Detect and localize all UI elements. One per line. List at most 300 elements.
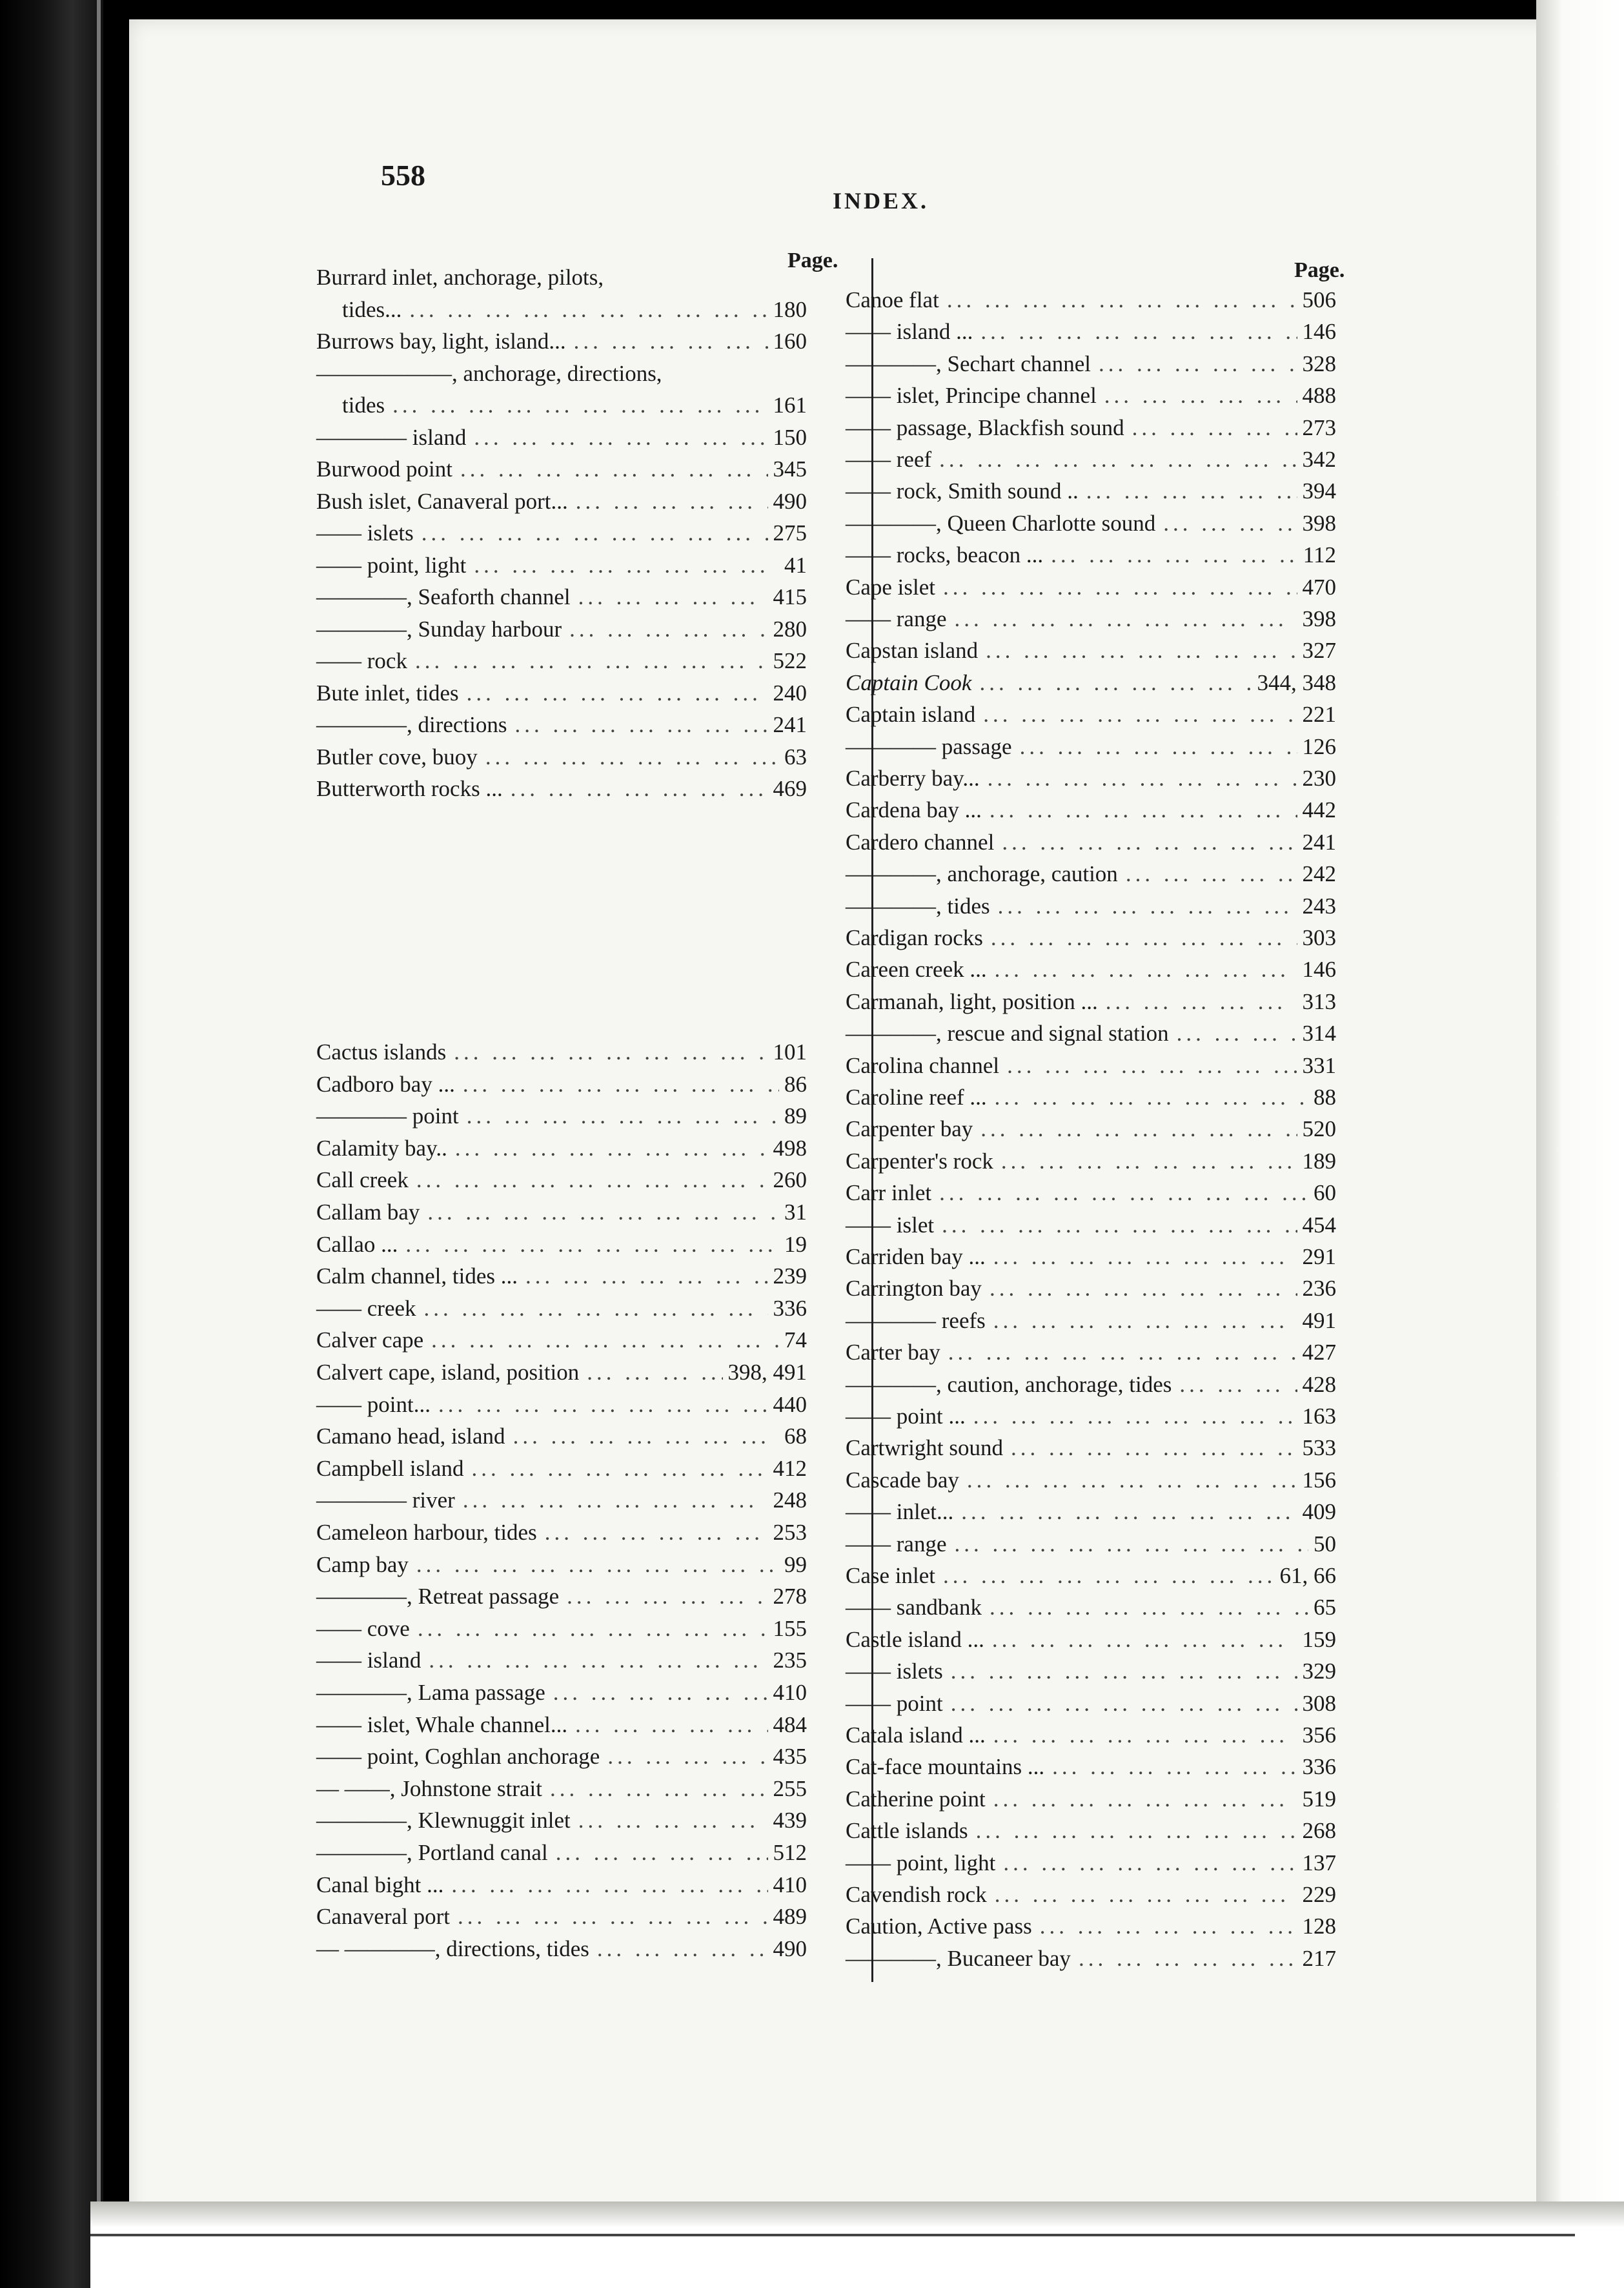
leader-dots [542, 1773, 768, 1805]
leader-dots [455, 1484, 768, 1517]
leader-dots [409, 1549, 779, 1581]
index-entry-page: 398 [1302, 510, 1336, 536]
index-entry-label: — ——, Johnstone strait [316, 1775, 542, 1801]
index-entry [846, 1783, 1336, 1815]
index-entry-label: Burwood point [316, 456, 452, 482]
index-entry-page: 229 [1302, 1882, 1336, 1907]
index-entry [846, 507, 1336, 540]
leader-dots [600, 1741, 767, 1773]
leader-dots [466, 422, 767, 454]
index-entry-page: 60 [1314, 1180, 1336, 1206]
leader-dots [409, 1164, 768, 1196]
index-entry-page: 489 [773, 1904, 807, 1930]
index-entry-page: 235 [773, 1648, 807, 1673]
index-entry [846, 858, 1336, 890]
index-entry [846, 1272, 1336, 1305]
index-entry [846, 1719, 1336, 1752]
index-entry-label: —— island ... [846, 319, 973, 345]
index-entry [316, 453, 807, 485]
index-entry [846, 1305, 1336, 1337]
index-entry [846, 986, 1336, 1018]
index-entry-page: 253 [773, 1520, 807, 1545]
index-entry [316, 1260, 807, 1292]
leader-dots [946, 1528, 1308, 1560]
index-entry-label: —— sandbank [846, 1595, 982, 1620]
leader-dots [953, 1496, 1297, 1528]
index-entry [846, 1624, 1336, 1656]
index-entry-page: 490 [773, 1936, 807, 1961]
index-entry [846, 699, 1336, 731]
index-entry [846, 1050, 1336, 1082]
index-entry-page: 342 [1302, 447, 1336, 472]
index-entry-page: 398, 491 [727, 1360, 807, 1385]
index-entry-label: ————, anchorage, caution [846, 861, 1118, 887]
leader-dots [410, 1613, 768, 1645]
index-entry-page: 240 [773, 680, 807, 706]
leader-dots [571, 1804, 768, 1837]
index-entry-page: 189 [1302, 1148, 1336, 1174]
index-entry-label: Cattle islands [846, 1818, 968, 1844]
index-entry-label: Case inlet [846, 1563, 935, 1588]
leader-dots [973, 316, 1297, 348]
index-entry-label: Caroline reef ... [846, 1085, 987, 1110]
index-entry [316, 1068, 807, 1101]
leader-dots [1071, 1943, 1297, 1975]
index-entry-page: 61, 66 [1279, 1563, 1336, 1588]
leader-dots [507, 709, 768, 741]
index-entry-page: 278 [773, 1584, 807, 1609]
leader-dots [443, 1869, 767, 1901]
leader-dots [559, 1580, 767, 1613]
leader-dots [986, 1719, 1297, 1752]
index-entry-page: 160 [773, 329, 807, 354]
index-entry [316, 645, 807, 677]
index-entry-page: 260 [773, 1167, 807, 1193]
index-entry [316, 325, 807, 358]
index-entry-page: 308 [1302, 1690, 1336, 1716]
running-head: INDEX. [833, 188, 929, 214]
index-entry-label: —— creek [316, 1295, 416, 1321]
index-entry [846, 412, 1336, 444]
index-entry-label: Catala island ... [846, 1722, 986, 1748]
index-entry-page: 241 [1302, 829, 1336, 855]
index-entry [316, 517, 807, 549]
index-entry [846, 1241, 1336, 1273]
left-index-column [316, 0, 807, 2288]
leader-dots [931, 1177, 1308, 1209]
index-entry [846, 1369, 1336, 1401]
leader-dots [946, 603, 1297, 635]
index-entry-page: 86 [784, 1071, 807, 1097]
index-entry-label: Cavendish rock [846, 1882, 987, 1907]
index-entry-label: Carolina channel [846, 1052, 1000, 1078]
index-entry-label: Canoe flat [846, 287, 939, 312]
index-entry [846, 1081, 1336, 1114]
index-entry-label: Camp bay [316, 1551, 409, 1577]
index-entry-page: 99 [784, 1551, 807, 1577]
index-entry-page: 470 [1302, 574, 1336, 600]
leader-dots [934, 1209, 1297, 1241]
index-entry-label: Cactus islands [316, 1039, 447, 1065]
page-edge-right [1536, 0, 1624, 2288]
index-entry-label: ————, Sechart channel [846, 351, 1091, 376]
index-entry [316, 358, 807, 390]
leader-dots [1169, 1017, 1297, 1050]
index-entry-label: Captain Cook [846, 669, 972, 695]
index-entry-page: 150 [773, 424, 807, 450]
index-entry-label: Callam bay [316, 1200, 420, 1225]
index-entry-page: 427 [1302, 1340, 1336, 1365]
index-entry-label: —— point, Coghlan anchorage [316, 1744, 600, 1770]
index-entry-page: 520 [1302, 1116, 1336, 1142]
index-entry [846, 1400, 1336, 1433]
index-entry [846, 1815, 1336, 1847]
index-entry [846, 1145, 1336, 1178]
index-entry [846, 1528, 1336, 1560]
leader-dots [935, 571, 1297, 604]
leader-dots [548, 1837, 768, 1869]
leader-dots [518, 1260, 767, 1292]
leader-dots [986, 1241, 1297, 1273]
index-entry-label: —— islets [846, 1659, 943, 1684]
index-entry-label: Cartwright sound [846, 1435, 1004, 1461]
index-entry [316, 1901, 807, 1933]
leader-dots [986, 1783, 1297, 1815]
leader-dots [431, 1389, 768, 1421]
index-entry-label: Cardena bay ... [846, 797, 982, 823]
index-entry [316, 613, 807, 646]
leader-dots [1124, 412, 1297, 444]
index-entry [846, 1177, 1336, 1209]
index-entry-page: 242 [1302, 861, 1336, 887]
left-page-heading: Page. [787, 249, 838, 272]
index-entry-page: 156 [1302, 1467, 1336, 1493]
index-entry-page: 159 [1302, 1626, 1336, 1652]
index-entry-label: Canal bight ... [316, 1872, 444, 1897]
index-entry-label: Cat-face mountains ... [846, 1754, 1045, 1780]
index-entry-label: ————, directions [316, 712, 507, 737]
index-entry-page: 161 [773, 393, 807, 418]
index-entry [316, 1196, 807, 1229]
index-entry-label: —— rock [316, 648, 407, 673]
index-entry-page: 491 [1302, 1307, 1336, 1333]
index-entry-page: 415 [773, 584, 807, 609]
index-entry-label: —— islet, Whale channel... [316, 1711, 568, 1737]
index-entry-label: —— rock, Smith sound .. [846, 478, 1079, 504]
index-entry-label: ————, Queen Charlotte sound [846, 510, 1156, 536]
index-entry [846, 1879, 1336, 1911]
index-entry [846, 1943, 1336, 1975]
index-entry-page: 314 [1302, 1021, 1336, 1047]
leader-dots [1172, 1369, 1297, 1401]
index-entry [316, 1484, 807, 1517]
index-entry-page: 89 [784, 1103, 807, 1129]
leader-dots [1097, 380, 1297, 412]
index-entry-page: 328 [1302, 351, 1336, 376]
index-entry [846, 571, 1336, 604]
index-entry-label: Cameleon harbour, tides [316, 1520, 537, 1545]
index-entry [846, 794, 1336, 826]
leader-dots [999, 1050, 1297, 1082]
index-entry-page: 50 [1314, 1531, 1336, 1557]
leader-dots [971, 667, 1252, 699]
leader-dots [982, 1591, 1308, 1624]
index-entry-label: —— islet, Principe channel [846, 383, 1097, 409]
index-entry-label: Careen creek ... [846, 957, 987, 983]
index-entry-label: —— cove [316, 1615, 410, 1641]
leader-dots [1003, 1432, 1297, 1464]
leader-dots [994, 826, 1297, 859]
leader-dots [423, 1324, 779, 1356]
index-entry-label: ————, Lama passage [316, 1680, 545, 1705]
index-entry-page: 329 [1302, 1659, 1336, 1684]
right-page-heading: Page. [1294, 258, 1345, 282]
index-entry-page: 68 [784, 1424, 807, 1449]
index-entry-page: 74 [784, 1327, 807, 1353]
index-entry-label: Calm channel, tides ... [316, 1263, 518, 1289]
index-entry-label: tides... [342, 296, 402, 322]
index-entry-label: —— point, light [316, 552, 467, 578]
index-entry [316, 549, 807, 582]
index-entry-page: 356 [1302, 1722, 1336, 1748]
leader-dots [982, 794, 1297, 826]
index-entry-label: Catherine point [846, 1786, 986, 1812]
leader-dots [505, 1420, 779, 1453]
index-entry-label: —— passage, Blackfish sound [846, 414, 1124, 440]
index-entry-label: Bush islet, Canaveral port... [316, 488, 568, 514]
leader-dots [452, 453, 768, 485]
index-entry-label: ————, Seaforth channel [316, 584, 571, 609]
index-entry [846, 1751, 1336, 1783]
leader-dots [414, 517, 768, 549]
index-entry-page: 498 [773, 1135, 807, 1161]
index-entry-label: tides [342, 393, 385, 418]
index-entry [846, 1910, 1336, 1943]
index-entry [846, 1113, 1336, 1145]
index-entry-label: Carr inlet [846, 1180, 932, 1206]
index-entry [846, 1591, 1336, 1624]
index-entry-page: 275 [773, 520, 807, 546]
index-entry-page: 428 [1302, 1371, 1336, 1397]
leader-dots [459, 677, 768, 710]
index-entry [316, 1869, 807, 1901]
index-entry [316, 1036, 807, 1068]
index-entry-label: —— point... [316, 1391, 431, 1417]
index-entry [846, 1432, 1336, 1464]
index-entry-page: 410 [773, 1872, 807, 1897]
index-entry-page: 522 [773, 648, 807, 673]
index-entry-page: 454 [1302, 1212, 1336, 1238]
index-entry [316, 1837, 807, 1869]
index-entry-label: —— point [846, 1690, 943, 1716]
index-entry-label: Carriden bay ... [846, 1244, 986, 1269]
index-entry-label: ————, caution, anchorage, tides [846, 1371, 1172, 1397]
index-entry [846, 1560, 1336, 1592]
leader-dots [450, 1901, 768, 1933]
index-entry [846, 603, 1336, 635]
leader-dots [537, 1517, 768, 1549]
index-entry-page: 241 [773, 712, 807, 737]
index-entry-label: ————, tides [846, 893, 990, 919]
index-entry [316, 294, 807, 326]
index-entry [316, 1773, 807, 1805]
leader-dots [420, 1196, 779, 1229]
index-entry-page: 126 [1302, 733, 1336, 759]
index-entry-label: ——————, anchorage, directions, [316, 360, 662, 386]
index-entry [316, 389, 807, 422]
index-entry-page: 163 [1302, 1404, 1336, 1429]
scan-border-left [0, 0, 103, 2288]
leader-dots [995, 1847, 1297, 1879]
index-entry [316, 1420, 807, 1453]
index-entry-label: Carpenter bay [846, 1116, 973, 1142]
index-entry-label: Cape islet [846, 574, 935, 600]
leader-dots [990, 890, 1297, 923]
index-entry-label: Canaveral port [316, 1904, 450, 1930]
index-entry-page: 327 [1302, 638, 1336, 664]
leader-dots [978, 635, 1297, 667]
index-entry-label: Cardero channel [846, 829, 995, 855]
index-entry-label: —— reef [846, 447, 932, 472]
page-number: 558 [381, 159, 425, 192]
index-entry-label: — ————, directions, tides [316, 1936, 589, 1961]
right-index-column [846, 0, 1336, 2288]
index-entry-label: Burrard inlet, anchorage, pilots, [316, 265, 604, 290]
leader-dots [398, 1229, 779, 1261]
index-entry [846, 635, 1336, 667]
index-entry-label: —— range [846, 1531, 947, 1557]
index-entry-page: 398 [1302, 606, 1336, 631]
leader-dots [940, 1336, 1297, 1369]
leader-dots [463, 1453, 767, 1485]
index-entry [316, 1741, 807, 1773]
index-entry [316, 1324, 807, 1356]
index-entry-label: Butterworth rocks ... [316, 776, 503, 801]
leader-dots [987, 1879, 1297, 1911]
index-entry-label: ———— point [316, 1103, 459, 1129]
leader-dots [579, 1356, 722, 1389]
index-entry-label: —— point, light [846, 1850, 996, 1875]
index-entry-page: 336 [1302, 1754, 1336, 1780]
index-entry-page: 63 [784, 744, 807, 770]
index-entry-label: ————, Portland canal [316, 1840, 548, 1865]
leader-dots [986, 1305, 1297, 1337]
index-entry-page: 336 [773, 1295, 807, 1321]
leader-dots [421, 1644, 767, 1677]
index-entry [846, 380, 1336, 412]
leader-dots [943, 1655, 1297, 1688]
index-entry-page: 239 [773, 1263, 807, 1289]
index-entry [316, 485, 807, 518]
index-entry [846, 1688, 1336, 1720]
index-entry [846, 826, 1336, 859]
leader-dots [466, 549, 779, 582]
index-entry [846, 1336, 1336, 1369]
index-entry [316, 1132, 807, 1165]
index-entry-page: 101 [773, 1039, 807, 1065]
index-entry-label: Caution, Active pass [846, 1914, 1032, 1939]
leader-dots [1012, 731, 1297, 763]
index-entry-page: 313 [1302, 988, 1336, 1014]
leader-dots [931, 444, 1297, 476]
leader-dots [959, 1464, 1297, 1496]
leader-dots [1091, 348, 1297, 380]
leader-dots [1079, 475, 1297, 507]
index-entry-label: Castle island ... [846, 1626, 984, 1652]
index-entry-label: —— inlet... [846, 1499, 954, 1525]
book-gutter [97, 0, 101, 2288]
index-entry-label: —— islets [316, 520, 414, 546]
index-entry-label: ————, Bucaneer bay [846, 1945, 1071, 1971]
leader-dots [478, 741, 779, 773]
index-entry-page: 248 [773, 1487, 807, 1513]
index-entry [846, 348, 1336, 380]
index-entry-page: 484 [773, 1711, 807, 1737]
index-entry-page: 490 [773, 488, 807, 514]
index-entry [316, 677, 807, 710]
index-entry-page: 512 [773, 1840, 807, 1865]
index-entry [316, 1453, 807, 1485]
index-entry-page: 280 [773, 616, 807, 642]
index-entry [316, 1677, 807, 1709]
leader-dots [984, 1624, 1297, 1656]
index-entry-label: Captain island [846, 702, 976, 728]
index-entry-page: 519 [1302, 1786, 1336, 1812]
index-entry [846, 444, 1336, 476]
index-entry-page: 442 [1302, 797, 1336, 823]
leader-dots [935, 1560, 1275, 1592]
index-entry [316, 741, 807, 773]
index-entry-page: 180 [773, 296, 807, 322]
index-entry-label: Bute inlet, tides [316, 680, 459, 706]
index-entry-page: 533 [1302, 1435, 1336, 1461]
index-entry [846, 1209, 1336, 1241]
index-entry-label: ———— island [316, 424, 467, 450]
index-entry-label: —— rocks, beacon ... [846, 542, 1044, 568]
index-entry [316, 422, 807, 454]
index-entry-page: 344, 348 [1257, 669, 1336, 695]
index-entry-page: 137 [1302, 1850, 1336, 1875]
index-entry-label: Carter bay [846, 1340, 940, 1365]
leader-dots [987, 1081, 1308, 1114]
leader-dots [401, 294, 767, 326]
index-entry-label: Carrington bay [846, 1276, 982, 1302]
index-entry [316, 1549, 807, 1581]
index-entry [316, 1709, 807, 1741]
leader-dots [446, 1036, 767, 1068]
index-entry-label: ————, rescue and signal station [846, 1021, 1169, 1047]
index-entry-page: 506 [1302, 287, 1336, 312]
leader-dots [943, 1688, 1297, 1720]
index-entry-label: Calamity bay.. [316, 1135, 447, 1161]
leader-dots [980, 762, 1297, 795]
index-entry-label: Cascade bay [846, 1467, 959, 1493]
index-entry-label: Carmanah, light, position ... [846, 988, 1098, 1014]
leader-dots [416, 1292, 768, 1325]
index-entry [846, 1464, 1336, 1496]
index-entry [316, 1613, 807, 1645]
index-entry-label: Carpenter's rock [846, 1148, 993, 1174]
index-entry [846, 1847, 1336, 1879]
index-entry-page: 303 [1302, 925, 1336, 950]
index-entry [316, 1292, 807, 1325]
leader-dots [562, 613, 767, 646]
leader-dots [993, 1145, 1297, 1178]
leader-dots [545, 1677, 768, 1709]
index-entry-label: Capstan island [846, 638, 979, 664]
index-entry [316, 773, 807, 805]
index-entry-page: 255 [773, 1775, 807, 1801]
